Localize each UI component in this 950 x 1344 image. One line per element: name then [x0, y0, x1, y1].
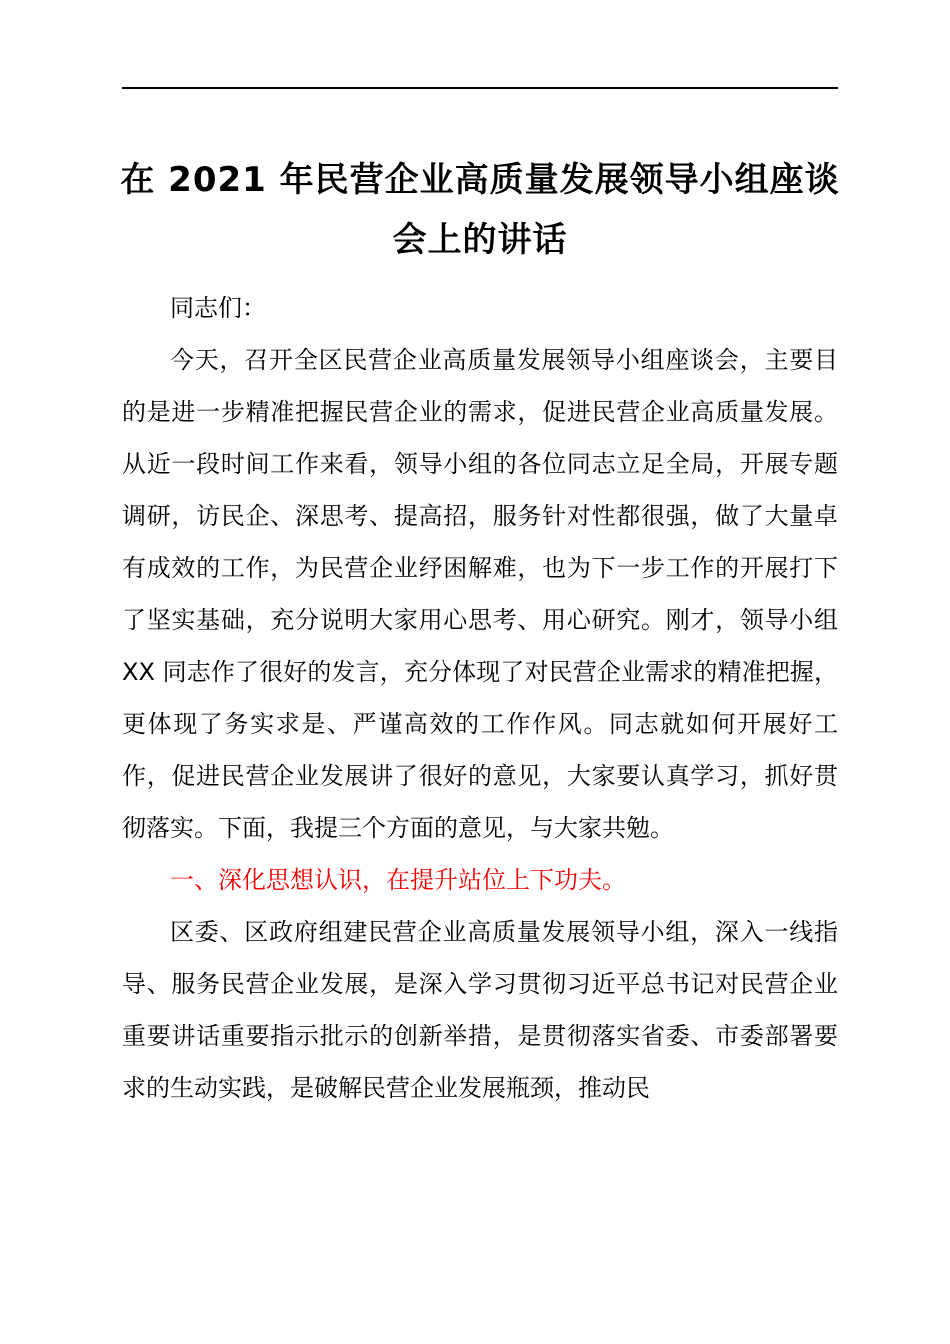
title-line-1: 在 2021 年民营企业高质量发展领导小组座谈 [120, 160, 840, 200]
section-1-heading: 一、深化思想认识，在提升站位上下功夫。 [170, 866, 626, 894]
document-title [115, 150, 845, 270]
header-rule [122, 87, 838, 89]
salutation: 同志们： [170, 294, 266, 322]
paragraph-1: 今天，召开全区民营企业高质量发展领导小组座谈会，主要目的是进一步精准把握民营企业的需求，促进民营企业高质量发展。从近一段时间工作来看，领导小组的各位同志立足全局，开展专题调研，访民企、深思考、提高招，服务针对性都很强，做了大量卓有成效的工作，为民营企业纾困解难，也为下一步工作的开展打下了坚实基础，充分说明大家用心思考、用心研究。刚才，领导小组 XX 同志作了很好的发言，充分体现了对民营企业需求的精准把握，更体现了务实求是、严谨高效的工作作风。同志就如何开展好工作，促进民营企业发展讲了很好的意见，大家要认真学习，抓好贯彻落实。下面，我提三个方面的意见，与大家共勉。 [122, 346, 838, 842]
document-body [122, 282, 838, 1114]
title-line-2: 会上的讲话 [392, 220, 568, 260]
paragraph-2: 区委、区政府组建民营企业高质量发展领导小组，深入一线指导、服务民营企业发展，是深入学习贯彻习近平总书记对民营企业重要讲话重要指示批示的创新举措，是贯彻落实省委、市委部署要求的生动实践，是破解民营企业发展瓶颈，推动民 [122, 918, 838, 1102]
